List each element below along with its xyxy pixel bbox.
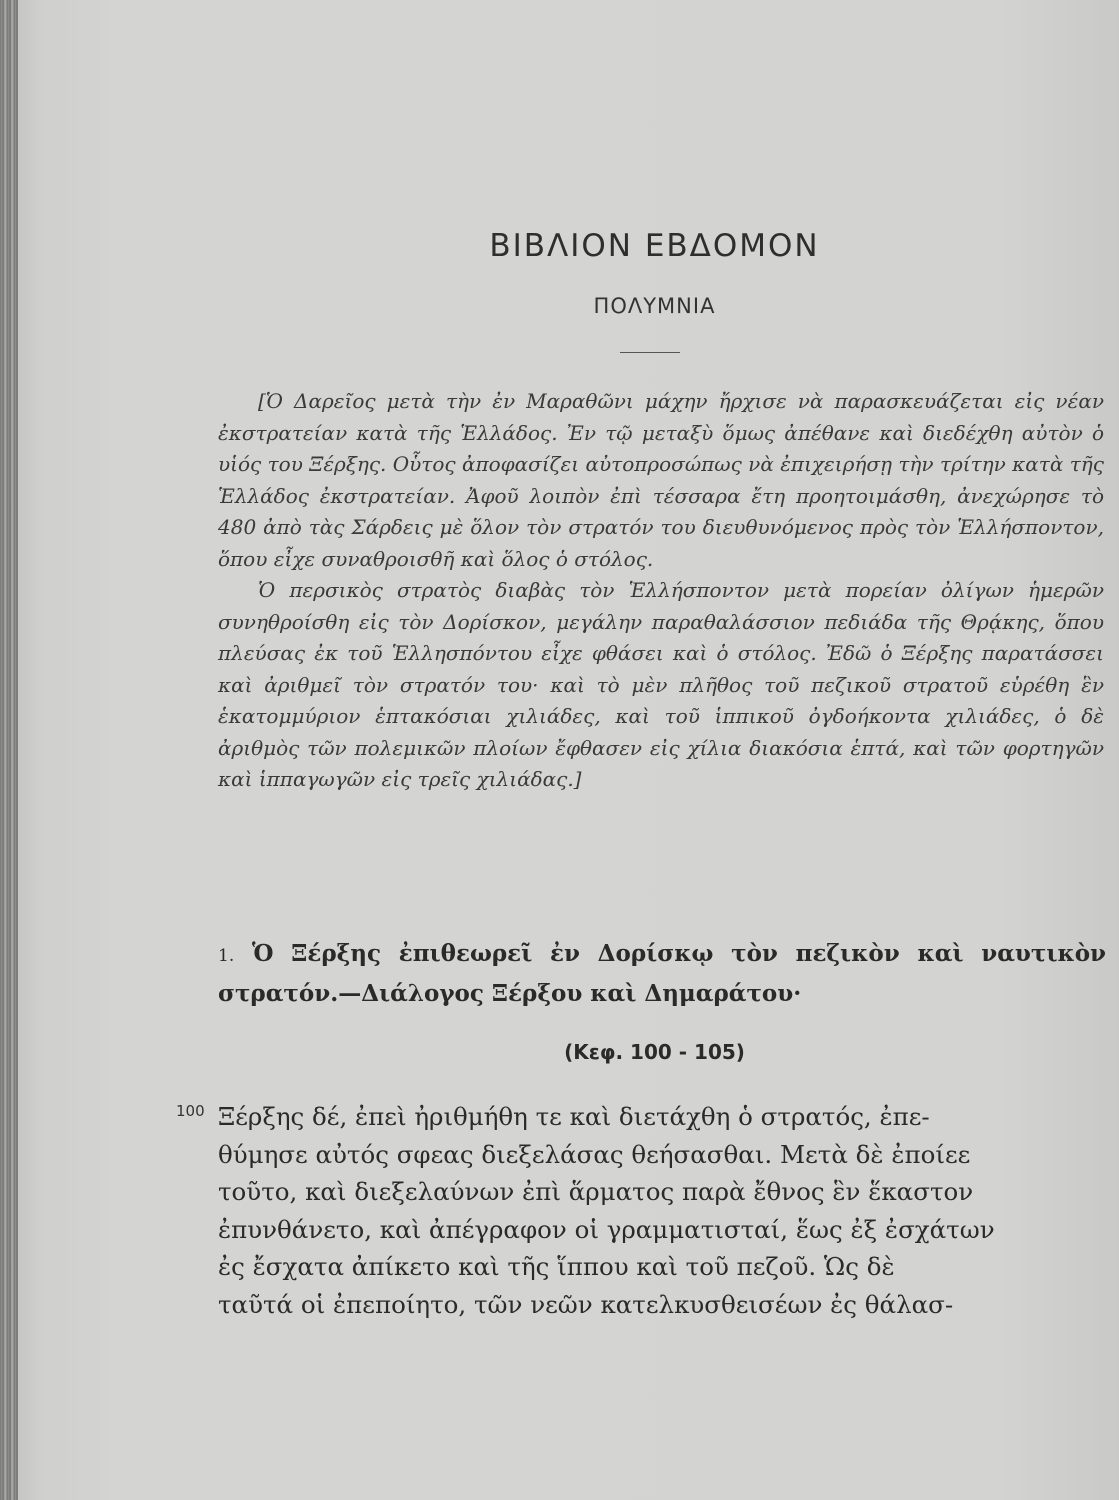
book-subtitle: ΠΟΛΥΜΝΙΑ bbox=[593, 294, 716, 318]
summary-block bbox=[218, 386, 1104, 796]
book-title: ΒΙΒΛΙΟΝ ΕΒΔΟΜΟΝ bbox=[489, 228, 820, 264]
body-line: ταῦτά οἱ ἐπεποίητο, τῶν νεῶν κατελκυσθεισέων ἐς θάλασ- bbox=[218, 1289, 954, 1319]
body-line: ἐς ἔσχατα ἀπίκετο καὶ τῆς ἵππου καὶ τοῦ πεζοῦ. Ὡς δὲ bbox=[218, 1252, 895, 1281]
chapter-range: (Κεφ. 100 - 105) bbox=[564, 1040, 745, 1064]
section-number: 1. bbox=[218, 946, 235, 966]
title-divider bbox=[620, 352, 680, 353]
section-title: Ὁ Ξέρξης ἐπιθεωρεῖ ἐν Δορίσκῳ τὸν πεζικὸν καὶ ναυτικὸν στρατόν.—Διάλογος Ξέρξου καὶ Δημαράτου· bbox=[218, 940, 1106, 1007]
margin-line-number: 100 bbox=[176, 1102, 205, 1120]
summary-paragraph-1: [Ὁ Δαρεῖος μετὰ τὴν ἐν Μαραθῶνι μάχην ἤρχισε νὰ παρασκευάζεται εἰς νέαν ἐκστρατείαν κατὰ τῆς Ἑλλάδος. Ἐν τῷ μεταξὺ ὅμως ἀπέθανε καὶ διεδέχθη αὐτὸν ὁ υἱός του Ξέρξης. Οὗτος ἀποφασίζει αὐτοπροσώπως νὰ ἐπιχειρήσῃ τὴν τρίτην κατὰ τῆς Ἑλλάδος ἐκστρατείαν. Ἀφοῦ λοιπὸν ἐπὶ τέσσαρα ἔτη προητοιμάσθη, ἀνεχώρησε τὸ 480 ἀπὸ τὰς Σάρδεις μὲ ὅλον τὸν στρατόν του διευθυνόμενος πρὸς τὸν Ἑλλήσποντον, ὅπου εἶχε συναθροισθῆ καὶ ὅλος ὁ στόλος. bbox=[218, 389, 1104, 571]
body-text bbox=[218, 1098, 1106, 1323]
book-spine-edge bbox=[0, 0, 18, 1500]
body-line: τοῦτο, καὶ διεξελαύνων ἐπὶ ἅρματος παρὰ ἔθνος ἓν ἕκαστον bbox=[218, 1177, 974, 1206]
body-line: θύμησε αὐτός σφεας διεξελάσας θεήσασθαι. Μετὰ δὲ ἐποίεε bbox=[218, 1139, 971, 1169]
summary-paragraph-2: Ὁ περσικὸς στρατὸς διαβὰς τὸν Ἑλλήσποντον μετὰ πορείαν ὀλίγων ἡμερῶν συνηθροίσθη εἰς τὸν Δορίσκον, μεγάλην παραθαλάσσιον πεδιάδα τῆς Θρᾴκης, ὅπου πλεύσας ἐκ τοῦ Ἑλλησπόντου εἶχε φθάσει καὶ ὁ στόλος. Ἐδῶ ὁ Ξέρξης παρατάσσει καὶ ἀριθμεῖ τὸν στρατόν του· καὶ τὸ μὲν πλῆθος τοῦ πεζικοῦ στρατοῦ εὑρέθη ἓν ἑκατομμύριον ἑπτακόσιαι χιλιάδες, καὶ τοῦ ἱππικοῦ ὀγδοήκοντα χιλιάδες, ὁ δὲ ἀριθμὸς τῶν πολεμικῶν πλοίων ἔφθασεν εἰς χίλια διακόσια ἑπτά, καὶ τῶν φορτηγῶν καὶ ἱππαγωγῶν εἰς τρεῖς χιλιάδας.] bbox=[218, 578, 1104, 791]
section-heading bbox=[218, 935, 1106, 1013]
body-line: ἐπυνθάνετο, καὶ ἀπέγραφον οἱ γραμματισταί, ἕως ἐξ ἐσχάτων bbox=[218, 1214, 995, 1244]
body-line: Ξέρξης δέ, ἐπεὶ ἠριθμήθη τε καὶ διετάχθη ὁ στρατός, ἐπε- bbox=[218, 1102, 930, 1131]
